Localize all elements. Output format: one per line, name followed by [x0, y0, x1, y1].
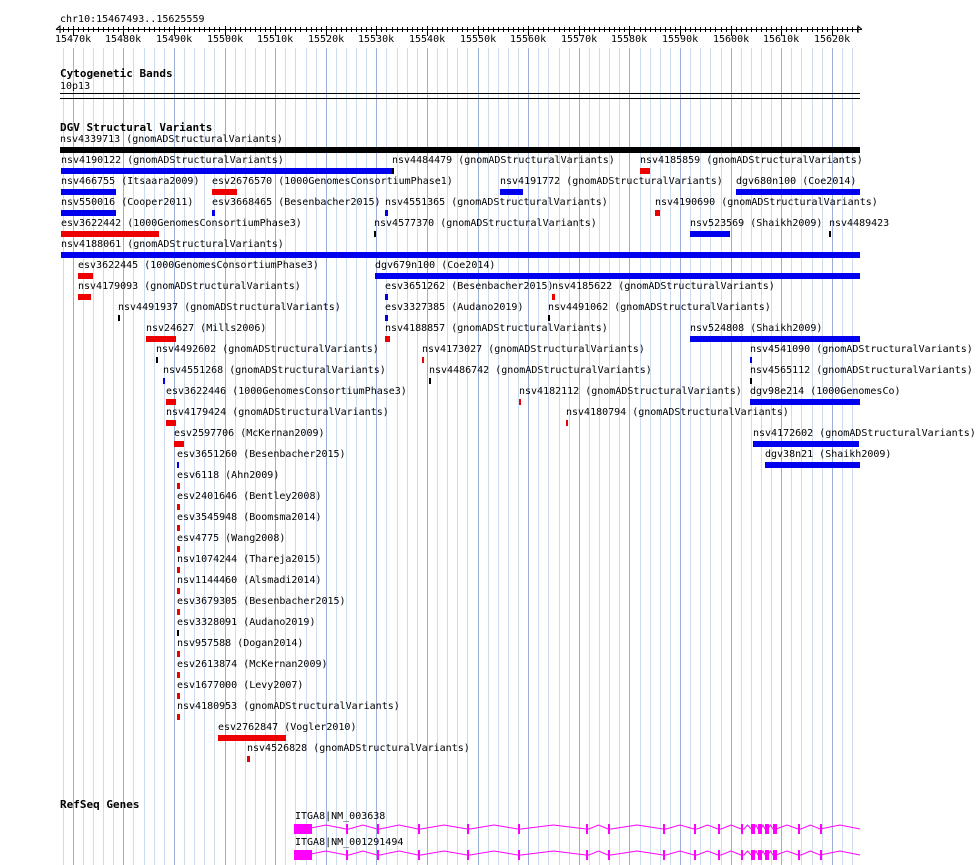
- exon-block: [718, 850, 720, 860]
- exon-block: [518, 850, 520, 860]
- sv-label: nsv24627 (Mills2006): [146, 323, 267, 334]
- sv-label: esv2676570 (1000GenomesConsortiumPhase1): [212, 176, 453, 187]
- sv-label: nsv4551365 (gnomADStructuralVariants): [385, 197, 608, 208]
- sv-label: esv4775 (Wang2008): [177, 533, 286, 544]
- exon-block: [798, 824, 800, 834]
- ruler-tick-label: 15500k: [207, 34, 244, 45]
- sv-label: nsv4185622 (gnomADStructuralVariants): [552, 281, 775, 292]
- sv-label: dgv679n100 (Coe2014): [375, 260, 496, 271]
- sv-label: nsv4492602 (gnomADStructuralVariants): [156, 344, 379, 355]
- sv-label: nsv524808 (Shaikh2009): [690, 323, 823, 334]
- sv-label: nsv4172602 (gnomADStructuralVariants): [753, 428, 976, 439]
- sv-label: nsv4489423: [829, 218, 890, 229]
- sv-label: esv3668465 (Besenbacher2015): [212, 197, 381, 208]
- sv-label: esv3328091 (Audano2019): [177, 617, 316, 628]
- exon-block: [586, 850, 588, 860]
- ruler-tick-label: 15550k: [460, 34, 497, 45]
- sv-label: esv3545948 (Boomsma2014): [177, 512, 322, 523]
- sv-label: nsv4491937 (gnomADStructuralVariants): [118, 302, 341, 313]
- sv-label: nsv4577370 (gnomADStructuralVariants): [374, 218, 597, 229]
- ruler-tick-label: 15620k: [814, 34, 851, 45]
- exon-block: [418, 824, 420, 834]
- exon-block: [377, 850, 379, 860]
- sv-label: nsv957588 (Dogan2014): [177, 638, 304, 649]
- sv-label: nsv4190122 (gnomADStructuralVariants): [61, 155, 284, 166]
- exon-block: [741, 850, 743, 860]
- exon-block: [663, 824, 665, 834]
- sv-label: nsv550016 (Cooper2011): [61, 197, 194, 208]
- sv-label: nsv4191772 (gnomADStructuralVariants): [500, 176, 723, 187]
- ruler-tick-label: 15480k: [105, 34, 142, 45]
- exon-block: [663, 850, 665, 860]
- exon-block: [694, 850, 696, 860]
- ruler-tick-label: 15490k: [156, 34, 193, 45]
- sv-label: nsv523569 (Shaikh2009): [690, 218, 823, 229]
- exon-block: [418, 850, 420, 860]
- ruler-tick-label: 15540k: [409, 34, 446, 45]
- exon-block: [773, 824, 777, 834]
- cytoband-title: Cytogenetic Bands: [60, 67, 173, 80]
- sv-label: esv3651262 (Besenbacher2015): [385, 281, 554, 292]
- location-label: chr10:15467493..15625559: [60, 14, 205, 25]
- ruler-tick-label: 15470k: [55, 34, 92, 45]
- exon-block: [765, 824, 769, 834]
- exon-block: [467, 850, 469, 860]
- sv-label: nsv4565112 (gnomADStructuralVariants): [750, 365, 973, 376]
- ruler-tick-label: 15570k: [561, 34, 598, 45]
- gene-label: ITGA8|NM_003638: [295, 811, 386, 822]
- ruler-tick-label: 15510k: [257, 34, 294, 45]
- sv-label: nsv4484479 (gnomADStructuralVariants): [392, 155, 615, 166]
- ruler-tick-label: 15560k: [510, 34, 547, 45]
- sv-label: esv6118 (Ahn2009): [177, 470, 280, 481]
- sv-label: esv3622442 (1000GenomesConsortiumPhase3): [61, 218, 302, 229]
- ruler-tick-label: 15530k: [358, 34, 395, 45]
- sv-label: esv3679305 (Besenbacher2015): [177, 596, 346, 607]
- exon-block: [765, 850, 769, 860]
- sv-label: nsv4339713 (gnomADStructuralVariants): [60, 134, 283, 145]
- exon-block: [586, 824, 588, 834]
- exon-block: [518, 824, 520, 834]
- sv-label: nsv4179424 (gnomADStructuralVariants): [166, 407, 389, 418]
- exon-block: [608, 850, 610, 860]
- sv-label: esv1677000 (Levy2007): [177, 680, 304, 691]
- exon-block: [303, 850, 305, 860]
- exon-block: [303, 824, 305, 834]
- sv-label: esv2613874 (McKernan2009): [177, 659, 328, 670]
- sv-label: esv2401646 (Bentley2008): [177, 491, 322, 502]
- sv-label: esv3327385 (Audano2019): [385, 302, 524, 313]
- exon-block: [467, 824, 469, 834]
- exon-block: [798, 850, 800, 860]
- exon-block: [758, 824, 762, 834]
- sv-label: nsv466755 (Itsaara2009): [61, 176, 200, 187]
- sv-label: nsv4190690 (gnomADStructuralVariants): [655, 197, 878, 208]
- sv-label: nsv4486742 (gnomADStructuralVariants): [429, 365, 652, 376]
- sv-label: nsv4180794 (gnomADStructuralVariants): [566, 407, 789, 418]
- sv-label: dgv98e214 (1000GenomesCo): [750, 386, 901, 397]
- sv-label: esv3622445 (1000GenomesConsortiumPhase3): [78, 260, 319, 271]
- exon-block: [773, 850, 777, 860]
- sv-label: nsv1144460 (Alsmadi2014): [177, 575, 322, 586]
- cytoband-label: 10p13: [60, 81, 91, 92]
- sv-label: nsv4188061 (gnomADStructuralVariants): [61, 239, 284, 250]
- ruler-tick-label: 15520k: [308, 34, 345, 45]
- exon-block: [377, 824, 379, 834]
- sv-label: nsv4182112 (gnomADStructuralVariants): [519, 386, 742, 397]
- exon-block: [346, 824, 348, 834]
- exon-block: [820, 850, 822, 860]
- ruler-tick-label: 15600k: [713, 34, 750, 45]
- exon-block: [741, 824, 743, 834]
- refseq-title: RefSeq Genes: [60, 798, 140, 811]
- dgv-title: DGV Structural Variants: [60, 121, 213, 134]
- sv-label: nsv4526828 (gnomADStructuralVariants): [247, 743, 470, 754]
- exon-block: [751, 824, 755, 834]
- sv-label: esv3622446 (1000GenomesConsortiumPhase3): [166, 386, 407, 397]
- sv-label: nsv4185859 (gnomADStructuralVariants): [640, 155, 863, 166]
- exon-block: [758, 850, 762, 860]
- sv-label: nsv4551268 (gnomADStructuralVariants): [163, 365, 386, 376]
- exon-block: [751, 850, 755, 860]
- sv-label: nsv4179093 (gnomADStructuralVariants): [78, 281, 301, 292]
- sv-label: dgv38n21 (Shaikh2009): [765, 449, 892, 460]
- sv-label: nsv4491062 (gnomADStructuralVariants): [548, 302, 771, 313]
- ruler-tick-label: 15590k: [662, 34, 699, 45]
- gene-label: ITGA8|NM_001291494: [295, 837, 404, 848]
- sv-label: esv3651260 (Besenbacher2015): [177, 449, 346, 460]
- sv-label: esv2597706 (McKernan2009): [174, 428, 325, 439]
- ruler-tick-label: 15580k: [611, 34, 648, 45]
- sv-label: esv2762847 (Vogler2010): [218, 722, 357, 733]
- ruler-tick-label: 15610k: [763, 34, 800, 45]
- exon-block: [608, 824, 610, 834]
- sv-label: nsv4180953 (gnomADStructuralVariants): [177, 701, 400, 712]
- sv-label: nsv4541090 (gnomADStructuralVariants): [750, 344, 973, 355]
- sv-label: nsv4188857 (gnomADStructuralVariants): [385, 323, 608, 334]
- sv-label: nsv1074244 (Thareja2015): [177, 554, 322, 565]
- exon-block: [820, 824, 822, 834]
- exon-block: [346, 850, 348, 860]
- exon-block: [694, 824, 696, 834]
- exon-block: [718, 824, 720, 834]
- sv-label: nsv4173027 (gnomADStructuralVariants): [422, 344, 645, 355]
- sv-label: dgv680n100 (Coe2014): [736, 176, 857, 187]
